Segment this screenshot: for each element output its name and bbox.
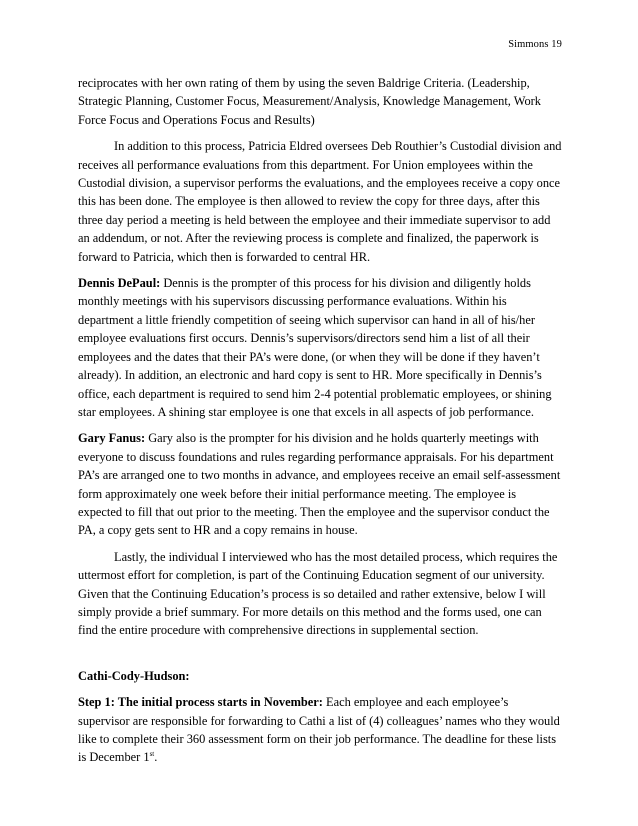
running-head: Simmons 19	[508, 39, 562, 50]
paragraph-continuing-education: Lastly, the individual I interviewed who has the most detailed process, which requires the uttermost effort for completion, is part of the Continuing Education segment of our university. Given that the Continuing Education’s process is so detailed and rather extensive, below I will simply provide a brief summary. For more details on this method and the forms used, one can find the entire procedure with comprehensive directions in supplemental section.	[78, 549, 558, 638]
paragraph-custodial: In addition to this process, Patricia Eldred oversees Deb Routhier’s Custodial division and receives all performance evaluations from this department. For Union employees within the Custodial division, a supervisor performs the evaluations, and the employees receive a copy once this has been done. The employee is then allowed to review the copy for three days, after this three day period a meeting is held between the employee and their immediate supervisor to add an addendum, or not. After the reviewing process is complete and finalized, the paperwork is forward to Patricia, which then is forwarded to central HR.	[78, 139, 562, 264]
step1-label: Step 1: The initial process starts in November:	[78, 695, 323, 710]
section-heading: Cathi-Cody-Hudson:	[78, 668, 190, 683]
paragraph-baldrige: reciprocates with her own rating of them by using the seven Baldrige Criteria. (Leadership, Strategic Planning, Customer Focus, Measurement/Analysis, Knowledge Management, Work Force Focus and Operations Focus and Results)	[78, 76, 541, 127]
section-spacer	[78, 648, 562, 667]
step1-superscript: st	[149, 750, 155, 759]
step1-text: Each employee and each employee’s supervisor are responsible for forwarding to Cathi a list of (4) colleagues’ names who they would like to complete their 360 assessment form on their job performance. The deadline for these lists is December 1	[78, 695, 560, 765]
paragraph-dennis	[78, 274, 562, 421]
gary-text: Gary also is the prompter for his division and he holds quarterly meetings with everyone to discuss foundations and rules regarding performance appraisals. For his department PA’s are arranged one to two months in advance, and employees receive an email self-assessment form approximately one week before their initial performance meeting. The employee is expected to fill that out prior to the meeting. Then the employee and the supervisor conduct the PA, a copy gets sent to HR and a copy remains in house.	[78, 431, 561, 538]
document-body	[78, 74, 562, 775]
dennis-label: Dennis DePaul:	[78, 276, 161, 291]
paragraph-step1	[78, 693, 562, 767]
gary-label: Gary Fanus:	[78, 431, 146, 446]
dennis-text: Dennis is the prompter of this process for his division and diligently holds monthly meetings with his supervisors discussing performance evaluations. Within his department a little friendly competition of seeing which supervisor can hand in all of his/her employee evaluations first occurs. Dennis’s supervisors/directors send him a list of all their employees and the dates that their PA’s were done, (or when they will be done if they haven’t already). In addition, an electronic and hard copy is sent to HR. More specifically in Dennis’s office, each department is required to send him 2-4 potential problematic employees, or shining star employees. A shining star employee is one that excels in all aspects of job performance.	[78, 276, 552, 419]
paragraph-gary	[78, 429, 562, 539]
step1-end: .	[154, 750, 158, 765]
